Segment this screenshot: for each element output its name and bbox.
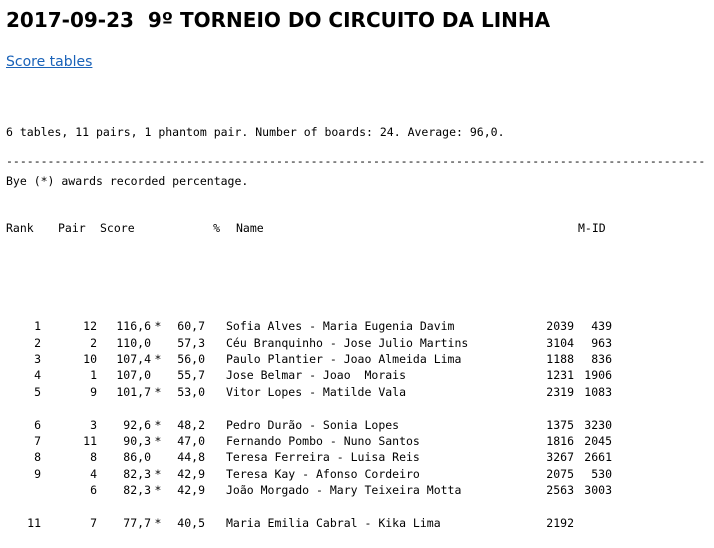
header-score: Score bbox=[100, 220, 135, 235]
pair-cell: 8 bbox=[90, 450, 97, 465]
bye-marker: * bbox=[154, 319, 162, 334]
pair-cell: 12 bbox=[83, 319, 97, 334]
member-id-cell: 1231 bbox=[546, 368, 574, 383]
percent-cell: 48,2 bbox=[177, 417, 205, 432]
bye-marker: * bbox=[154, 466, 162, 481]
bye-marker: * bbox=[154, 384, 162, 399]
info-line: 6 tables, 11 pairs, 1 phantom pair. Number of boards: 24. Average: 96,0. bbox=[6, 124, 505, 139]
pair-names-cell: Teresa Kay - Afonso Cordeiro bbox=[226, 466, 420, 481]
pair-cell: 6 bbox=[90, 483, 97, 498]
table-row bbox=[6, 449, 618, 465]
rank-cell: 4 bbox=[34, 368, 41, 383]
member-id-cell bbox=[574, 515, 612, 531]
percent-cell: 42,9 bbox=[177, 466, 205, 481]
member-id-cell: 1083 bbox=[584, 384, 612, 399]
pair-names-cell: Maria Emilia Cabral - Kika Lima bbox=[226, 515, 441, 530]
member-id-cell: 3230 bbox=[584, 417, 612, 432]
table-row bbox=[6, 482, 618, 498]
member-id-cell: 2045 bbox=[584, 433, 612, 448]
bye-marker: * bbox=[154, 417, 162, 432]
pair-names-cell: Vitor Lopes - Matilde Vala bbox=[226, 384, 407, 399]
results-table bbox=[6, 187, 618, 548]
rank-cell: 5 bbox=[34, 384, 41, 399]
table-row bbox=[6, 384, 618, 400]
pair-cell: 11 bbox=[83, 433, 97, 448]
page-title: 2017-09-23 9º TORNEIO DO CIRCUITO DA LINHA bbox=[6, 8, 551, 32]
percent-cell: 40,5 bbox=[177, 515, 205, 530]
bye-marker: * bbox=[154, 433, 162, 448]
pair-cell: 9 bbox=[90, 384, 97, 399]
pair-names-cell: Paulo Plantier - Joao Almeida Lima bbox=[226, 352, 462, 366]
table-row bbox=[6, 466, 618, 482]
percent-cell: 44,8 bbox=[177, 450, 205, 465]
score-cell: 90,3 bbox=[123, 433, 151, 448]
member-id-cell: 2319 bbox=[546, 384, 574, 399]
rank-cell: 1 bbox=[34, 319, 41, 334]
pair-names-cell: Sofia Alves - Maria Eugenia Davim bbox=[226, 319, 455, 334]
member-id-cell: 530 bbox=[591, 466, 612, 481]
table-header-row bbox=[6, 220, 618, 236]
percent-cell: 56,0 bbox=[177, 352, 205, 366]
header-pair: Pair bbox=[58, 220, 86, 235]
bye-marker: * bbox=[154, 352, 162, 366]
table-row bbox=[6, 367, 618, 383]
header-rank: Rank bbox=[6, 220, 34, 235]
member-id-cell: 1906 bbox=[584, 368, 612, 383]
percent-cell: 55,7 bbox=[177, 368, 205, 383]
pair-cell: 4 bbox=[90, 466, 97, 481]
member-id-cell: 3003 bbox=[584, 483, 612, 498]
pair-names-cell: Fernando Pombo - Nuno Santos bbox=[226, 433, 420, 448]
score-cell: 86,0 bbox=[123, 450, 151, 465]
table-row bbox=[6, 515, 618, 531]
table-row bbox=[6, 417, 618, 433]
pair-cell: 3 bbox=[90, 417, 97, 432]
member-id-cell: 3267 bbox=[546, 450, 574, 465]
pair-cell: 7 bbox=[90, 515, 97, 530]
member-id-cell: 2192 bbox=[546, 515, 574, 530]
rank-cell: 9 bbox=[34, 466, 41, 481]
score-cell: 101,7 bbox=[116, 384, 151, 399]
rank-cell: 3 bbox=[34, 352, 41, 366]
percent-cell: 57,3 bbox=[177, 335, 205, 350]
member-id-cell: 2075 bbox=[546, 466, 574, 481]
member-id-cell: 2563 bbox=[546, 483, 574, 498]
rank-cell: 6 bbox=[34, 417, 41, 432]
score-cell: 82,3 bbox=[123, 483, 151, 498]
bye-marker bbox=[151, 367, 165, 383]
member-id-cell: 439 bbox=[591, 319, 612, 334]
pair-cell: 2 bbox=[90, 335, 97, 350]
member-id-cell: 3104 bbox=[546, 335, 574, 350]
table-row bbox=[6, 433, 618, 449]
member-id-cell: 963 bbox=[591, 335, 612, 350]
score-cell: 110,0 bbox=[116, 335, 151, 350]
member-id-cell: 1188 bbox=[546, 352, 574, 366]
pair-cell: 1 bbox=[90, 368, 97, 383]
separator-line: ----------------------------------------------------------------------------------------------------- bbox=[6, 154, 706, 168]
pair-names-cell: Teresa Ferreira - Luisa Reis bbox=[226, 450, 420, 465]
table-row bbox=[6, 351, 618, 367]
table-row bbox=[6, 335, 618, 351]
rank-cell: 7 bbox=[34, 433, 41, 448]
pair-names-cell: Jose Belmar - Joao Morais bbox=[226, 368, 407, 383]
bye-marker: * bbox=[154, 483, 162, 498]
info-line: Bye (*) awards recorded percentage. bbox=[6, 174, 249, 189]
pair-names-cell: Pedro Durão - Sonia Lopes bbox=[226, 417, 400, 432]
header-name: Name bbox=[236, 220, 264, 235]
rank-cell: 11 bbox=[27, 515, 41, 530]
score-cell: 107,4 bbox=[116, 352, 151, 366]
bye-marker bbox=[151, 335, 165, 351]
table-row bbox=[6, 318, 618, 334]
member-id-cell: 1816 bbox=[546, 433, 574, 448]
score-cell: 77,7 bbox=[123, 515, 151, 530]
percent-cell: 47,0 bbox=[177, 433, 205, 448]
bye-marker: * bbox=[154, 515, 162, 530]
bye-marker bbox=[151, 449, 165, 465]
percent-cell: 60,7 bbox=[177, 319, 205, 334]
member-id-cell: 1375 bbox=[546, 417, 574, 432]
score-tables-link[interactable]: Score tables bbox=[6, 54, 93, 70]
rank-cell: 8 bbox=[34, 450, 41, 465]
percent-cell: 42,9 bbox=[177, 483, 205, 498]
member-id-cell: 836 bbox=[591, 352, 612, 366]
pair-names-cell: João Morgado - Mary Teixeira Motta bbox=[226, 483, 462, 498]
pair-names-cell: Céu Branquinho - Jose Julio Martins bbox=[226, 335, 469, 350]
score-cell: 107,0 bbox=[116, 368, 151, 383]
percent-cell: 53,0 bbox=[177, 384, 205, 399]
header-mid: M-ID bbox=[578, 220, 606, 235]
score-cell: 116,6 bbox=[116, 319, 151, 334]
score-cell: 92,6 bbox=[123, 417, 151, 432]
pair-cell: 10 bbox=[83, 352, 97, 366]
header-percent: % bbox=[213, 220, 220, 235]
member-id-cell: 2039 bbox=[546, 319, 574, 334]
member-id-cell: 2661 bbox=[584, 450, 612, 465]
score-cell: 82,3 bbox=[123, 466, 151, 481]
rank-cell bbox=[6, 482, 41, 498]
rank-cell: 2 bbox=[34, 335, 41, 350]
